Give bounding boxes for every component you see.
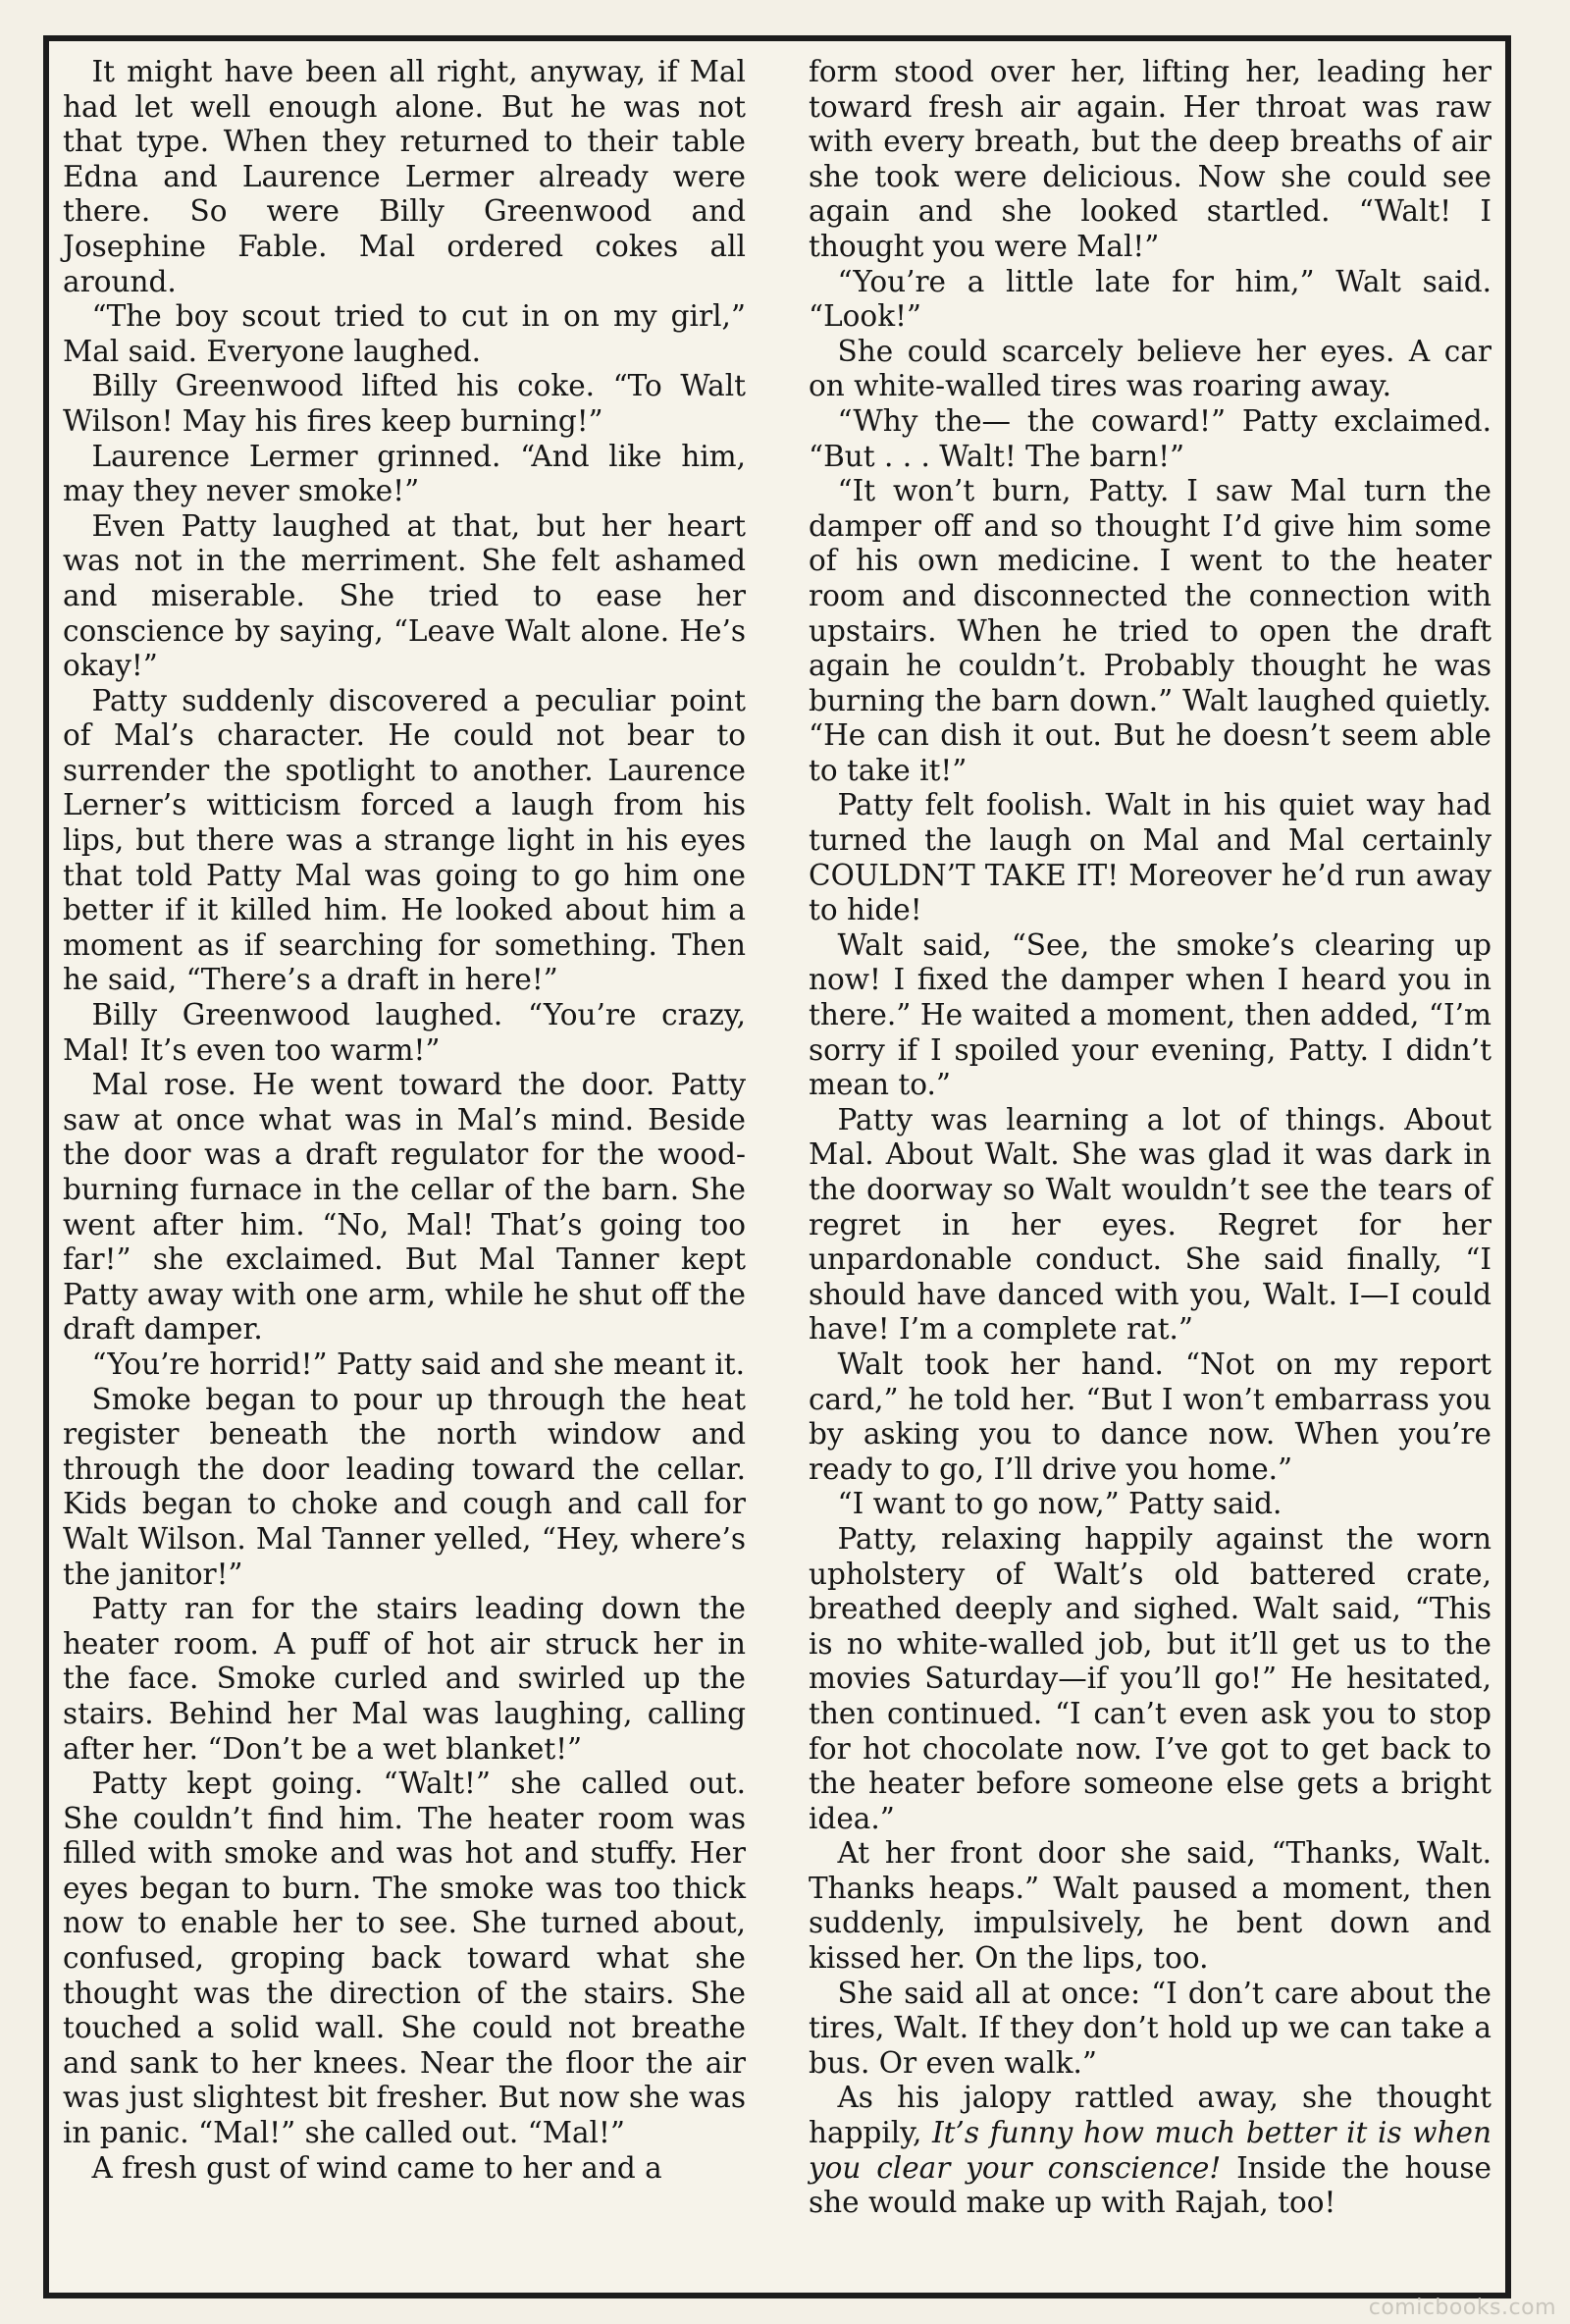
paragraph: Patty, relaxing happily against the worn upholstery of Walt’s old battered crate, breathed deeply and sighed. Walt said, “This is no white-walled job, but it’ll get us to the movies Saturday—if you’ll go!” He hesitated, then continued. “I can’t even ask you to stop for hot chocolate now. I’ve got to get back to the heater before someone else gets a bright idea.” [809, 1521, 1492, 1835]
paragraph: “I want to go now,” Patty said. [837, 1487, 1282, 1521]
paragraph: “You’re horrid!” Patty said and she meant it. [91, 1347, 746, 1381]
paragraph: Patty suddenly discovered a peculiar point of Mal’s character. He could not bear to surrender the spotlight to another. Laurence Lerner’s witticism forced a laugh from his lips, but there was a strange light in his eyes that told Patty Mal was going to go him one better if it killed him. He looked about him a moment as if searching for something. Then he said, “There’s a draft in here!” [63, 683, 746, 997]
paragraph: Patty kept going. “Walt!” she called out. She couldn’t find him. The heater room was filled with smoke and was hot and stuffy. Her eyes began to burn. The smoke was too thick now to enable her to see. She turned about, confused, groping back toward what she thought was the direction of the stairs. She touched a solid wall. She could not breathe and sank to her knees. Near the floor the air was just slightest bit fresher. But now she was in panic. “Mal!” she called out. “Mal!” [63, 1767, 746, 2150]
paragraph-continued: form stood over her, lifting her, leading her toward fresh air again. Her throat was raw with every breath, but the deep breaths of air she took were delicious. Now she could see again and she looked startled. “Walt! I thought you were Mal!” [809, 55, 1492, 263]
watermark: comicbooks.com [1368, 2296, 1556, 2320]
paragraph: Even Patty laughed at that, but her heart was not in the merriment. She felt ashamed and miserable. She tried to ease her conscience by saying, “Leave Walt alone. He’s okay!” [63, 508, 746, 683]
paragraph: “You’re a little late for him,” Walt said. “Look!” [809, 264, 1492, 334]
paragraph: Walt took her hand. “Not on my report card,” he told her. “But I won’t embarrass you by asking you to dance now. When you’re ready to go, I’ll drive you home.” [809, 1347, 1492, 1486]
paragraph: “The boy scout tried to cut in on my girl,” Mal said. Everyone laughed. [63, 299, 746, 368]
paragraph: It might have been all right, anyway, if Mal had let well enough alone. But he was not that type. When they returned to their table Edna and Laurence Lermer already were there. So were Billy Greenwood and Josephine Fable. Mal ordered cokes all around. [63, 55, 746, 298]
paragraph: She said all at once: “I don’t care about the tires, Walt. If they don’t hold up we can take a bus. Or even walk.” [809, 1976, 1492, 2080]
closing-tail: Inside the house she would make up with Rajah, too! [809, 2150, 1492, 2220]
paragraph: “It won’t burn, Patty. I saw Mal turn the damper off and so thought I’d give him some of his own medicine. I went to the heater room and disconnected the connection with upstairs. When he tried to open the draft again he couldn’t. Probably thought he was burning the barn down.” Walt laughed quietly. “He can dish it out. But he doesn’t seem able to take it!” [809, 474, 1492, 787]
paragraph: Walt said, “See, the smoke’s clearing up now! I fixed the damper when I heard you in there.” He waited a moment, then added, “I’m sorry if I spoiled your evening, Patty. I didn’t mean to.” [809, 927, 1492, 1102]
left-column [63, 55, 746, 2186]
closing-thought: It’s funny how much better it is when you clear your conscience! [809, 2116, 1492, 2185]
paragraph: “Why the— the coward!” Patty exclaimed. “But . . . Walt! The barn!” [809, 403, 1492, 473]
paragraph: Billy Greenwood laughed. “You’re crazy, Mal! It’s even too warm!” [63, 998, 746, 1067]
paragraph: Mal rose. He went toward the door. Patty saw at once what was in Mal’s mind. Beside the door was a draft regulator for the wood-burning furnace in the cellar of the barn. She went after him. “No, Mal! That’s going too far!” she exclaimed. But Mal Tanner kept Patty away with one arm, while he shut off the draft damper. [63, 1068, 746, 1347]
paragraph: She could scarcely believe her eyes. A car on white-walled tires was roaring away. [809, 334, 1492, 403]
paragraph: Laurence Lermer grinned. “And like him, may they never smoke!” [63, 439, 746, 508]
paragraph: A fresh gust of wind came to her and a [91, 2150, 662, 2185]
paragraph: Billy Greenwood lifted his coke. “To Walt Wilson! May his fires keep burning!” [63, 369, 746, 438]
paragraph: Patty was learning a lot of things. About Mal. About Walt. She was glad it was dark in the doorway so Walt wouldn’t see the tears of regret in her eyes. Regret for her unpardonable conduct. She said finally, “I should have danced with you, Walt. I—I could have! I’m a complete rat.” [809, 1102, 1492, 1347]
paragraph: Patty ran for the stairs leading down the heater room. A puff of hot air struck her in the face. Smoke curled and swirled up the stairs. Behind her Mal was laughing, calling after her. “Don’t be a wet blanket!” [63, 1592, 746, 1766]
text-frame [43, 35, 1511, 2298]
paragraph: Patty felt foolish. Walt in his quiet way had turned the laugh on Mal and Mal certainly COULDN’T TAKE IT! Moreover he’d run away to hide! [809, 788, 1492, 927]
paragraph: Smoke began to pour up through the heat register beneath the north window and through the door leading toward the cellar. Kids began to choke and cough and call for Walt Wilson. Mal Tanner yelled, “Hey, where’s the janitor!” [63, 1382, 746, 1591]
paragraph: At her front door she said, “Thanks, Walt. Thanks heaps.” Walt paused a moment, then suddenly, impulsively, he bent down and kissed her. On the lips, too. [809, 1836, 1492, 1976]
closing-paragraph [809, 2081, 1492, 2220]
right-column [809, 55, 1492, 2221]
closing-lead: As his jalopy rattled away, she thought happily, [809, 2081, 1492, 2150]
